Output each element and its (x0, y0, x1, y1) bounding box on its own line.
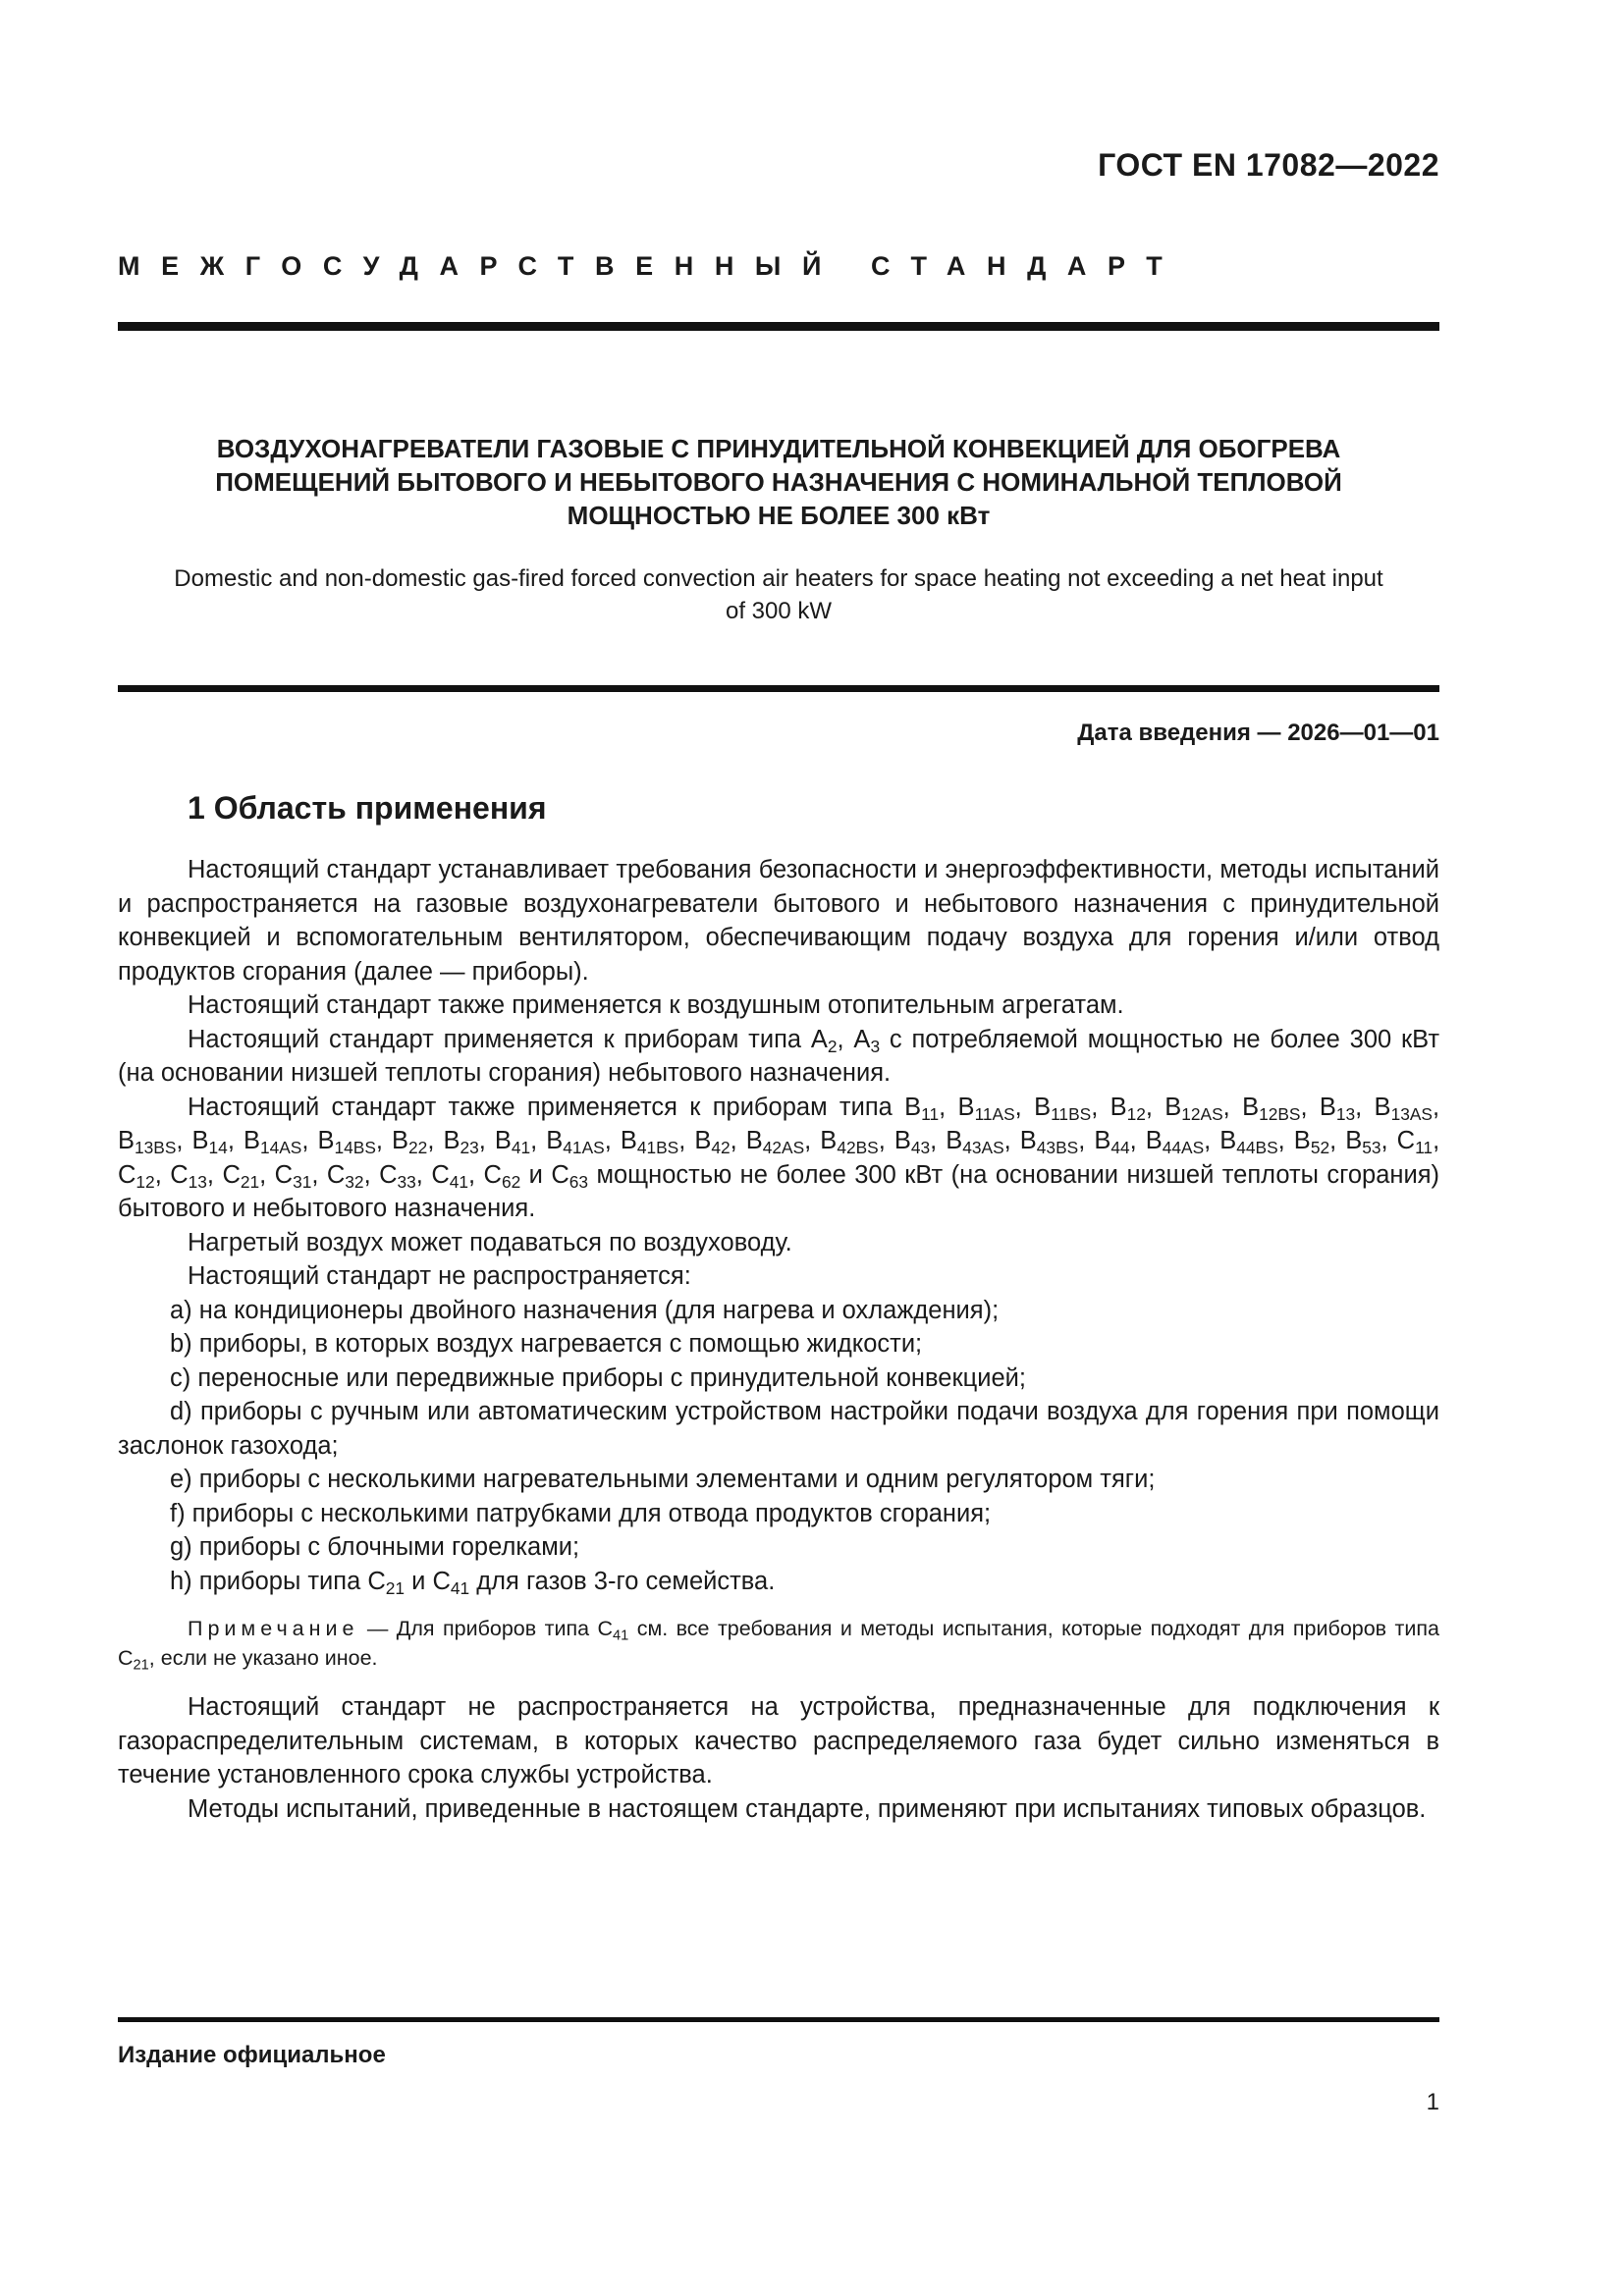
appliance-type (820, 1127, 879, 1158)
list-item: а) на кондиционеры двойного назначения (для нагрева и охлаждения); (170, 1296, 1000, 1324)
title-ru-line: МОЩНОСТЬЮ НЕ БОЛЕЕ 300 кВт (567, 501, 991, 530)
appliance-type-list: $В_{11}$, $В_{11AS}$, $В_{11BS}$, $В_{12}$, $В_{12AS}$, $В_{12BS}$, $В_{13}$, $В_{13AS}$, $В_{13BS}$, $В_{14}$, $В_{14AS}$, $В_{14BS}$, $В_{22}$, $В_{23}$, $В_{41}$, $В_{41AS}$, $В_{41BS}$, $В_{42}$, $В_{42AS}$, $В_{42BS}$, $В_{43}$, $В_{43AS}$, $В_{43BS}$, $В_{44}$, $В_{44AS}$, $В_{44BS}$, $В_{52}$, $В_{53}$, $С_{11}$, $С_{12}$, $С_{13}$, $С_{21}$, $С_{31}$, $С_{32}$, $С_{33}$, $С_{41}$, $С_{62}$ (118, 1093, 1440, 1192)
subscript: 44BS (1236, 1138, 1278, 1158)
text-run: мощностью не более 300 кВт (на основании низшей теплоты сгорания) бытового и небытового назначения. (118, 1160, 1440, 1222)
appliance-type-base: В (904, 1093, 922, 1121)
appliance-type (222, 1160, 260, 1192)
subscript: 11AS (974, 1103, 1015, 1124)
subscript: 23 (460, 1138, 479, 1158)
appliance-type (243, 1127, 302, 1158)
subscript: 21 (133, 1657, 149, 1674)
appliance-type-base: В (893, 1127, 911, 1154)
appliance-type-base: В (1145, 1127, 1163, 1154)
appliance-type (1293, 1127, 1330, 1158)
appliance-type (118, 1127, 177, 1158)
paragraph (118, 1023, 1439, 1091)
subscript: 53 (1362, 1138, 1381, 1158)
appliance-type (1396, 1127, 1434, 1158)
subscript: 32 (345, 1171, 364, 1192)
appliance-type (191, 1127, 228, 1158)
subscript: 14BS (334, 1138, 376, 1158)
appliance-type (620, 1127, 679, 1158)
subscript: 43BS (1036, 1138, 1079, 1158)
subscript: 2 (827, 1036, 838, 1056)
appliance-type (1319, 1093, 1356, 1124)
list-item: g) приборы с блочными горелками; (170, 1533, 580, 1561)
subscript: 11 (921, 1103, 940, 1124)
subscript: 13AS (1390, 1103, 1433, 1124)
introduction-date: Дата введения — 2026—01—01 (1077, 720, 1439, 746)
paragraph: Настоящий стандарт не распространяется: (188, 1262, 691, 1290)
title-ru-line: ВОЗДУХОНАГРЕВАТЕЛИ ГАЗОВЫЕ С ПРИНУДИТЕЛЬНОЙ КОНВЕКЦИЕЙ ДЛЯ ОБОГРЕВА (216, 434, 1341, 463)
header-divider (118, 322, 1439, 331)
note (118, 1614, 1439, 1673)
text-run: Настоящий стандарт применяется к приборам типа А (188, 1025, 828, 1053)
paragraph: Настоящий стандарт устанавливает требования безопасности и энергоэффективности, методы испытаний и распространяется на газовые воздухонагреватели бытового и небытового назначения с принудительной конвекцией и вспомогательным вентилятором, обеспечивающим подачу воздуха для горения и/или отвод продуктов сгорания (далее — приборы). (118, 856, 1439, 986)
title-en-line: Domestic and non-domestic gas-fired forced convection air heaters for space heating not exceeding a net heat input (174, 565, 1383, 592)
list-item: f) приборы с несколькими патрубками для отвода продуктов сгорания; (170, 1499, 992, 1527)
appliance-type (170, 1160, 207, 1192)
appliance-type-base: В (957, 1093, 975, 1121)
section-body (118, 853, 1439, 1826)
appliance-type (1034, 1093, 1092, 1124)
subscript: 3 (870, 1036, 881, 1056)
subscript: 14AS (259, 1138, 302, 1158)
page-number: 1 (1426, 2089, 1439, 2115)
text-run: для газов 3-го семейства. (469, 1567, 776, 1595)
appliance-type (946, 1127, 1004, 1158)
appliance-type-base: В (118, 1127, 135, 1154)
appliance-type-base: С (431, 1160, 450, 1189)
subscript: 12BS (1259, 1103, 1301, 1124)
appliance-type (274, 1160, 312, 1192)
appliance-type-base: В (1164, 1093, 1182, 1121)
document-number: ГОСТ EN 17082—2022 (1098, 147, 1439, 183)
paragraph: Настоящий стандарт также применяется к воздушным отопительным агрегатам. (188, 991, 1124, 1019)
appliance-type (1164, 1093, 1223, 1124)
subscript: 42AS (762, 1138, 805, 1158)
appliance-type-base: В (1019, 1127, 1037, 1154)
appliance-type-base: В (820, 1127, 838, 1154)
list-item (118, 1565, 1439, 1599)
appliance-type-base: С (379, 1160, 398, 1189)
list-item: с) переносные или передвижные приборы с принудительной конвекцией; (170, 1363, 1026, 1392)
paragraph: Методы испытаний, приведенные в настоящем стандарте, применяют при испытаниях типовых образцов. (188, 1794, 1427, 1823)
appliance-type-base: В (1319, 1093, 1336, 1121)
appliance-type (1345, 1127, 1381, 1158)
appliance-type-base: С (551, 1160, 569, 1189)
subscript: 13 (1335, 1103, 1356, 1124)
title-ru-line: ПОМЕЩЕНИЙ БЫТОВОГО И НЕБЫТОВОГО НАЗНАЧЕНИЯ С НОМИНАЛЬНОЙ ТЕПЛОВОЙ (215, 467, 1342, 497)
subscript: 12AS (1181, 1103, 1223, 1124)
appliance-type (1019, 1127, 1079, 1158)
subscript: 63 (568, 1171, 589, 1192)
appliance-type-base: В (546, 1127, 564, 1154)
appliance-type-base: В (494, 1127, 512, 1154)
appliance-type-base: В (745, 1127, 763, 1154)
subscript: 41 (450, 1577, 470, 1598)
text-run: см. все требования и методы испытания, которые подходят для приборов типа С (118, 1617, 1439, 1670)
paragraph: Настоящий стандарт не распространяется на устройства, предназначенные для подключения к газораспределительным системам, в которых качество распределяемого газа будет сильно изменяться в течение установленного срока службы устройства. (118, 1693, 1439, 1789)
appliance-type (118, 1160, 155, 1192)
subscript: 41 (449, 1171, 469, 1192)
list-item: d) приборы с ручным или автоматическим устройством настройки подачи воздуха для горения при помощи заслонок газохода; (118, 1398, 1439, 1460)
text-run: с потребляемой мощностью не более 300 кВт (на основании низшей теплоты сгорания) небытового назначения. (118, 1025, 1439, 1087)
subscript: 42 (711, 1138, 731, 1158)
appliance-type-base: В (243, 1127, 260, 1154)
appliance-type-base: В (1242, 1093, 1260, 1121)
appliance-type-base: В (1374, 1093, 1391, 1121)
subscript: 52 (1310, 1138, 1330, 1158)
paragraph: Нагретый воздух может подаваться по воздуховоду. (188, 1228, 792, 1256)
subscript: 14 (208, 1138, 228, 1158)
subscript: 31 (293, 1171, 312, 1192)
text-run: h) приборы типа С (170, 1567, 386, 1595)
appliance-type (1110, 1093, 1146, 1124)
subscript: 62 (501, 1171, 521, 1192)
standard-type-heading: МЕЖГОСУДАРСТВЕННЫЙ СТАНДАРТ (118, 251, 1184, 281)
appliance-type-base: В (694, 1127, 712, 1154)
appliance-type (745, 1127, 805, 1158)
appliance-type-base: В (443, 1127, 460, 1154)
appliance-type (1242, 1093, 1301, 1124)
subscript: 13BS (135, 1138, 177, 1158)
appliance-type (483, 1160, 521, 1192)
subscript: 22 (408, 1138, 428, 1158)
appliance-type-base: В (392, 1127, 409, 1154)
note-label: Примечание (188, 1617, 359, 1640)
appliance-type-base: С (326, 1160, 346, 1189)
appliance-type-base: В (620, 1127, 637, 1154)
appliance-type-base: В (317, 1127, 335, 1154)
appliance-type-base: С (170, 1160, 189, 1189)
list-item: b) приборы, в которых воздух нагревается с помощью жидкости; (170, 1330, 923, 1358)
appliance-type (957, 1093, 1015, 1124)
paragraph-appliance-types (118, 1091, 1439, 1226)
subscript: 21 (385, 1577, 406, 1598)
appliance-type (379, 1160, 416, 1192)
subscript: 12 (135, 1171, 155, 1192)
subscript: 41 (511, 1138, 531, 1158)
subscript: 43AS (962, 1138, 1004, 1158)
subscript: 42BS (837, 1138, 879, 1158)
text-run: Настоящий стандарт также применяется к приборам типа (188, 1093, 905, 1121)
appliance-type-base: В (946, 1127, 963, 1154)
appliance-type (893, 1127, 931, 1158)
appliance-type (317, 1127, 376, 1158)
appliance-type-base: В (191, 1127, 209, 1154)
subscript: 44AS (1162, 1138, 1205, 1158)
appliance-type (1374, 1093, 1433, 1124)
appliance-type (431, 1160, 469, 1192)
subscript: 41AS (563, 1138, 605, 1158)
subscript: 12 (1126, 1103, 1146, 1124)
appliance-type (494, 1127, 531, 1158)
subscript: 33 (397, 1171, 416, 1192)
text-run: , А (837, 1025, 871, 1053)
appliance-type (326, 1160, 364, 1192)
edition-label: Издание официальное (118, 2042, 386, 2068)
document-title-ru (147, 432, 1410, 532)
appliance-type-base: С (118, 1160, 136, 1189)
appliance-type-base: В (1094, 1127, 1111, 1154)
appliance-type-base: В (1110, 1093, 1127, 1121)
title-divider (118, 685, 1439, 692)
subscript: 41 (613, 1628, 629, 1644)
appliance-type-base: С (483, 1160, 502, 1189)
text-run: и (520, 1160, 552, 1189)
subscript: 41BS (636, 1138, 679, 1158)
text-run: — Для приборов типа С (358, 1617, 614, 1640)
subscript: 11 (1415, 1138, 1434, 1158)
appliance-type-base: С (274, 1160, 294, 1189)
appliance-type-base: С (1396, 1127, 1416, 1154)
appliance-type (904, 1093, 940, 1124)
text-run: и С (405, 1567, 451, 1595)
section-heading: 1 Область применения (188, 790, 547, 826)
subscript: 11BS (1051, 1103, 1092, 1124)
appliance-type-base: С (222, 1160, 241, 1189)
title-en-line: of 300 kW (725, 598, 833, 624)
appliance-type (1219, 1127, 1278, 1158)
text-run: , если не указано иное. (148, 1646, 378, 1670)
document-title-en (137, 562, 1420, 627)
appliance-type (1094, 1127, 1130, 1158)
appliance-type (546, 1127, 605, 1158)
footer-divider (118, 2017, 1439, 2022)
list-item: е) приборы с несколькими нагревательными элементами и одним регулятором тяги; (170, 1466, 1156, 1493)
subscript: 13 (188, 1171, 207, 1192)
appliance-type-base: В (1293, 1127, 1311, 1154)
appliance-type-base: В (1034, 1093, 1052, 1121)
appliance-type (1145, 1127, 1205, 1158)
appliance-type (392, 1127, 428, 1158)
appliance-type-base: В (1219, 1127, 1237, 1154)
appliance-type (694, 1127, 731, 1158)
subscript: 44 (1110, 1138, 1130, 1158)
appliance-type (443, 1127, 479, 1158)
subscript: 21 (240, 1171, 260, 1192)
appliance-type-base: В (1345, 1127, 1363, 1154)
subscript: 43 (910, 1138, 931, 1158)
